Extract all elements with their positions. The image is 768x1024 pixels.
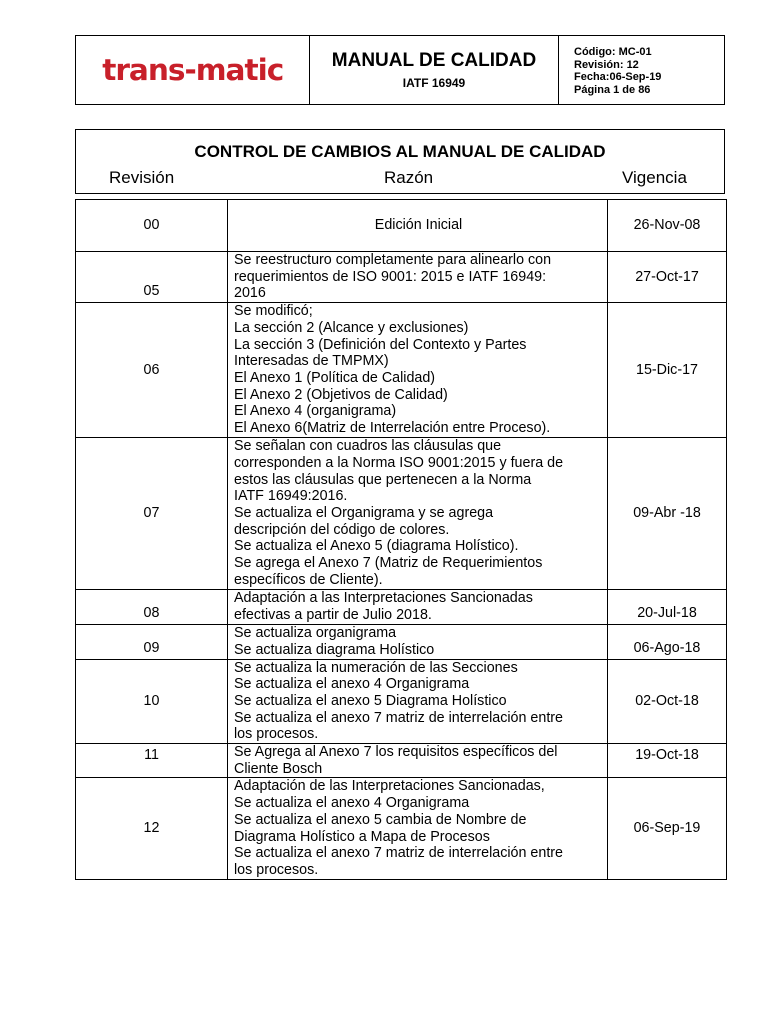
razon-line: Edición Inicial bbox=[374, 217, 463, 234]
cell-revision: 07 bbox=[76, 438, 228, 590]
cell-razon bbox=[228, 438, 608, 590]
cell-razon bbox=[228, 200, 608, 252]
razon-line: Diagrama Holístico a Mapa de Procesos bbox=[234, 828, 490, 845]
cell-revision: 09 bbox=[76, 625, 228, 659]
razon-line: requerimientos de ISO 9001: 2015 e IATF 16949: bbox=[234, 268, 547, 285]
razon-line: efectivas a partir de Julio 2018. bbox=[234, 606, 432, 623]
column-header-razon: Razón bbox=[384, 168, 434, 187]
razon-line: Se actualiza el anexo 5 cambia de Nombre de bbox=[234, 811, 527, 828]
razon-line: Se actualiza el Anexo 5 (diagrama Holístico). bbox=[234, 538, 519, 555]
cell-revision: 06 bbox=[76, 303, 228, 438]
cell-revision: 12 bbox=[76, 778, 228, 879]
cell-vigencia: 26-Nov-08 bbox=[608, 200, 727, 252]
cell-vigencia: 09-Abr -18 bbox=[608, 438, 727, 590]
razon-line: El Anexo 2 (Objetivos de Calidad) bbox=[234, 386, 448, 403]
cell-razon bbox=[228, 303, 608, 438]
razon-line: El Anexo 6(Matriz de Interrelación entre Proceso). bbox=[234, 420, 551, 437]
razon-line: Se Agrega al Anexo 7 los requisitos específicos del bbox=[234, 744, 558, 761]
table-row bbox=[76, 303, 727, 438]
table-row bbox=[76, 590, 727, 625]
cell-vigencia: 27-Oct-17 bbox=[608, 252, 727, 303]
meta-codigo: Código: MC-01 bbox=[574, 46, 652, 58]
razon-line: La sección 2 (Alcance y exclusiones) bbox=[234, 319, 469, 336]
logo-cell bbox=[76, 36, 310, 104]
razon-line: Adaptación de las Interpretaciones Sancionadas, bbox=[234, 778, 545, 795]
company-logo: trans-matic bbox=[101, 53, 284, 87]
document-header bbox=[75, 35, 725, 105]
razon-line: Interesadas de TMPMX) bbox=[234, 353, 389, 370]
razon-line: Se señalan con cuadros las cláusulas que bbox=[234, 438, 502, 455]
title-cell bbox=[310, 36, 559, 104]
cell-razon bbox=[228, 252, 608, 303]
table-row bbox=[76, 659, 727, 744]
razon-line: los procesos. bbox=[234, 726, 319, 743]
razon-line: Se actualiza el anexo 4 Organigrama bbox=[234, 795, 470, 812]
cell-razon bbox=[228, 625, 608, 659]
meta-revision: Revisión: 12 bbox=[574, 58, 639, 71]
cell-revision: 00 bbox=[76, 200, 228, 252]
razon-line: IATF 16949:2016. bbox=[234, 488, 348, 505]
meta-fecha: Fecha:06-Sep-19 bbox=[574, 71, 662, 83]
cell-razon bbox=[228, 744, 608, 778]
razon-line: Se agrega el Anexo 7 (Matriz de Requerimientos bbox=[234, 555, 543, 572]
table-row bbox=[76, 438, 727, 590]
cell-vigencia: 19-Oct-18 bbox=[608, 744, 727, 778]
razon-line: La sección 3 (Definición del Contexto y Partes bbox=[234, 336, 527, 353]
razon-line: Cliente Bosch bbox=[234, 760, 323, 777]
cell-revision: 08 bbox=[76, 590, 228, 625]
change-control-table bbox=[75, 199, 727, 880]
table-row bbox=[76, 778, 727, 879]
razon-line: descripción del código de colores. bbox=[234, 521, 450, 538]
razon-line: los procesos. bbox=[234, 861, 319, 878]
cell-vigencia: 06-Ago-18 bbox=[608, 625, 727, 659]
razon-line: Se actualiza diagrama Holístico bbox=[234, 641, 435, 658]
table-row bbox=[76, 252, 727, 303]
razon-line: Se actualiza el anexo 5 Diagrama Holístico bbox=[234, 692, 507, 709]
cell-revision: 05 bbox=[76, 252, 228, 303]
razon-line: Adaptación a las Interpretaciones Sancionadas bbox=[234, 590, 533, 607]
cell-revision: 11 bbox=[76, 744, 228, 778]
column-header-revision: Revisión bbox=[109, 168, 175, 187]
table-row bbox=[76, 625, 727, 659]
cell-revision: 10 bbox=[76, 659, 228, 744]
razon-line: 2016 bbox=[234, 285, 266, 302]
cell-razon bbox=[228, 590, 608, 625]
manual-title: MANUAL DE CALIDAD bbox=[331, 50, 537, 71]
razon-line: Se actualiza el anexo 7 matriz de interrelación entre bbox=[234, 845, 564, 862]
cell-vigencia: 06-Sep-19 bbox=[608, 778, 727, 879]
table-row bbox=[76, 200, 727, 252]
razon-line: Se reestructuro completamente para alinearlo con bbox=[234, 252, 552, 268]
meta-cell bbox=[559, 36, 724, 104]
razon-line: específicos de Cliente). bbox=[234, 571, 383, 588]
razon-line: Se actualiza el Organigrama y se agrega bbox=[234, 504, 494, 521]
cell-vigencia: 15-Dic-17 bbox=[608, 303, 727, 438]
section-title: CONTROL DE CAMBIOS AL MANUAL DE CALIDAD bbox=[194, 142, 606, 161]
meta-pagina: Página 1 de 86 bbox=[574, 83, 651, 96]
razon-line: Se actualiza el anexo 4 Organigrama bbox=[234, 676, 470, 693]
cell-vigencia: 02-Oct-18 bbox=[608, 659, 727, 744]
cell-vigencia: 20-Jul-18 bbox=[608, 590, 727, 625]
razon-line: Se actualiza el anexo 7 matriz de interrelación entre bbox=[234, 709, 564, 726]
section-title-box bbox=[75, 129, 725, 194]
razon-line: Se actualiza organigrama bbox=[234, 625, 397, 642]
razon-line: corresponden a la Norma ISO 9001:2015 y fuera de bbox=[234, 454, 564, 471]
razon-line: Se modificó; bbox=[234, 303, 313, 320]
razon-line: estos las cláusulas que pertenecen a la Norma bbox=[234, 471, 532, 488]
razon-line: El Anexo 4 (organigrama) bbox=[234, 403, 397, 420]
manual-subtitle: IATF 16949 bbox=[402, 76, 466, 90]
cell-razon bbox=[228, 659, 608, 744]
table-row bbox=[76, 744, 727, 778]
razon-line: Se actualiza la numeración de las Secciones bbox=[234, 659, 518, 676]
cell-razon bbox=[228, 778, 608, 879]
column-header-vigencia: Vigencia bbox=[622, 168, 687, 187]
razon-line: El Anexo 1 (Política de Calidad) bbox=[234, 369, 436, 386]
